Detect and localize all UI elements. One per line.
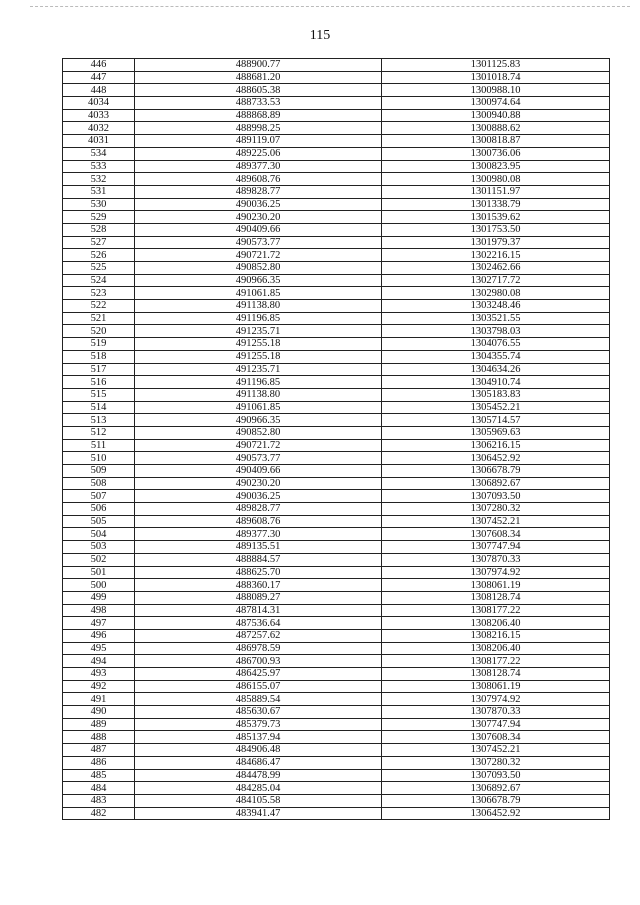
point-number-cell: 501 (63, 566, 135, 579)
x-coordinate-cell: 486155.07 (135, 680, 382, 693)
point-number-cell: 505 (63, 515, 135, 528)
point-number-cell: 517 (63, 363, 135, 376)
point-number-cell: 491 (63, 693, 135, 706)
point-number-cell: 499 (63, 591, 135, 604)
table-row (63, 566, 610, 579)
point-number-cell: 492 (63, 680, 135, 693)
x-coordinate-cell: 484686.47 (135, 756, 382, 769)
point-number-cell: 529 (63, 211, 135, 224)
x-coordinate-cell: 490573.77 (135, 236, 382, 249)
table-row (63, 465, 610, 478)
y-coordinate-cell: 1308206.40 (382, 617, 610, 630)
y-coordinate-cell: 1307093.50 (382, 769, 610, 782)
x-coordinate-cell: 490966.35 (135, 274, 382, 287)
table-row (63, 84, 610, 97)
point-number-cell: 516 (63, 376, 135, 389)
y-coordinate-cell: 1301338.79 (382, 198, 610, 211)
y-coordinate-cell: 1306678.79 (382, 794, 610, 807)
table-row (63, 401, 610, 414)
y-coordinate-cell: 1300736.06 (382, 147, 610, 160)
y-coordinate-cell: 1303521.55 (382, 312, 610, 325)
point-number-cell: 514 (63, 401, 135, 414)
point-number-cell: 482 (63, 807, 135, 820)
table-row (63, 160, 610, 173)
y-coordinate-cell: 1308177.22 (382, 604, 610, 617)
y-coordinate-cell: 1307093.50 (382, 490, 610, 503)
point-number-cell: 510 (63, 452, 135, 465)
y-coordinate-cell: 1300988.10 (382, 84, 610, 97)
coordinates-table-body (63, 59, 610, 820)
y-coordinate-cell: 1304076.55 (382, 338, 610, 351)
table-row (63, 426, 610, 439)
x-coordinate-cell: 491138.80 (135, 388, 382, 401)
x-coordinate-cell: 486700.93 (135, 655, 382, 668)
point-number-cell: 531 (63, 185, 135, 198)
point-number-cell: 497 (63, 617, 135, 630)
x-coordinate-cell: 490966.35 (135, 414, 382, 427)
y-coordinate-cell: 1307870.33 (382, 706, 610, 719)
table-row (63, 363, 610, 376)
point-number-cell: 522 (63, 300, 135, 313)
point-number-cell: 493 (63, 668, 135, 681)
y-coordinate-cell: 1306892.67 (382, 782, 610, 795)
table-row (63, 528, 610, 541)
table-row (63, 794, 610, 807)
point-number-cell: 483 (63, 794, 135, 807)
point-number-cell: 518 (63, 350, 135, 363)
y-coordinate-cell: 1300940.88 (382, 109, 610, 122)
y-coordinate-cell: 1307974.92 (382, 693, 610, 706)
point-number-cell: 519 (63, 338, 135, 351)
point-number-cell: 511 (63, 439, 135, 452)
table-row (63, 414, 610, 427)
coordinates-table (62, 58, 610, 820)
y-coordinate-cell: 1308177.22 (382, 655, 610, 668)
point-number-cell: 528 (63, 223, 135, 236)
y-coordinate-cell: 1308128.74 (382, 668, 610, 681)
y-coordinate-cell: 1302980.08 (382, 287, 610, 300)
point-number-cell: 498 (63, 604, 135, 617)
point-number-cell: 502 (63, 553, 135, 566)
y-coordinate-cell: 1307608.34 (382, 528, 610, 541)
table-row (63, 147, 610, 160)
y-coordinate-cell: 1301018.74 (382, 71, 610, 84)
y-coordinate-cell: 1307280.32 (382, 503, 610, 516)
y-coordinate-cell: 1307608.34 (382, 731, 610, 744)
x-coordinate-cell: 489828.77 (135, 503, 382, 516)
table-row (63, 287, 610, 300)
point-number-cell: 506 (63, 503, 135, 516)
table-row (63, 185, 610, 198)
point-number-cell: 484 (63, 782, 135, 795)
x-coordinate-cell: 485630.67 (135, 706, 382, 719)
x-coordinate-cell: 489377.30 (135, 160, 382, 173)
point-number-cell: 523 (63, 287, 135, 300)
table-row (63, 807, 610, 820)
y-coordinate-cell: 1301979.37 (382, 236, 610, 249)
point-number-cell: 4033 (63, 109, 135, 122)
point-number-cell: 447 (63, 71, 135, 84)
x-coordinate-cell: 488900.77 (135, 59, 382, 72)
point-number-cell: 486 (63, 756, 135, 769)
x-coordinate-cell: 490036.25 (135, 198, 382, 211)
x-coordinate-cell: 491138.80 (135, 300, 382, 313)
x-coordinate-cell: 490721.72 (135, 439, 382, 452)
table-row (63, 211, 610, 224)
point-number-cell: 495 (63, 642, 135, 655)
y-coordinate-cell: 1304634.26 (382, 363, 610, 376)
x-coordinate-cell: 487814.31 (135, 604, 382, 617)
table-row (63, 655, 610, 668)
x-coordinate-cell: 489608.76 (135, 515, 382, 528)
table-row (63, 274, 610, 287)
y-coordinate-cell: 1301753.50 (382, 223, 610, 236)
table-row (63, 350, 610, 363)
point-number-cell: 487 (63, 744, 135, 757)
y-coordinate-cell: 1305714.57 (382, 414, 610, 427)
y-coordinate-cell: 1304910.74 (382, 376, 610, 389)
y-coordinate-cell: 1308061.19 (382, 579, 610, 592)
point-number-cell: 513 (63, 414, 135, 427)
point-number-cell: 534 (63, 147, 135, 160)
table-row (63, 769, 610, 782)
point-number-cell: 520 (63, 325, 135, 338)
table-row (63, 731, 610, 744)
x-coordinate-cell: 489135.51 (135, 541, 382, 554)
table-row (63, 579, 610, 592)
table-row (63, 109, 610, 122)
table-row (63, 477, 610, 490)
y-coordinate-cell: 1301539.62 (382, 211, 610, 224)
y-coordinate-cell: 1306892.67 (382, 477, 610, 490)
x-coordinate-cell: 490573.77 (135, 452, 382, 465)
y-coordinate-cell: 1301151.97 (382, 185, 610, 198)
point-number-cell: 530 (63, 198, 135, 211)
x-coordinate-cell: 484478.99 (135, 769, 382, 782)
y-coordinate-cell: 1302717.72 (382, 274, 610, 287)
x-coordinate-cell: 487257.62 (135, 629, 382, 642)
point-number-cell: 524 (63, 274, 135, 287)
point-number-cell: 494 (63, 655, 135, 668)
table-row (63, 782, 610, 795)
table-row (63, 553, 610, 566)
y-coordinate-cell: 1305452.21 (382, 401, 610, 414)
point-number-cell: 4032 (63, 122, 135, 135)
x-coordinate-cell: 484906.48 (135, 744, 382, 757)
y-coordinate-cell: 1300888.62 (382, 122, 610, 135)
table-row (63, 668, 610, 681)
table-row (63, 591, 610, 604)
y-coordinate-cell: 1304355.74 (382, 350, 610, 363)
y-coordinate-cell: 1308061.19 (382, 680, 610, 693)
x-coordinate-cell: 488884.57 (135, 553, 382, 566)
y-coordinate-cell: 1300980.08 (382, 173, 610, 186)
table-row (63, 439, 610, 452)
table-row (63, 300, 610, 313)
y-coordinate-cell: 1300974.64 (382, 97, 610, 110)
point-number-cell: 508 (63, 477, 135, 490)
x-coordinate-cell: 488998.25 (135, 122, 382, 135)
x-coordinate-cell: 488625.70 (135, 566, 382, 579)
y-coordinate-cell: 1307280.32 (382, 756, 610, 769)
y-coordinate-cell: 1306216.15 (382, 439, 610, 452)
table-row (63, 312, 610, 325)
x-coordinate-cell: 483941.47 (135, 807, 382, 820)
x-coordinate-cell: 485379.73 (135, 718, 382, 731)
y-coordinate-cell: 1306678.79 (382, 465, 610, 478)
y-coordinate-cell: 1300823.95 (382, 160, 610, 173)
point-number-cell: 504 (63, 528, 135, 541)
y-coordinate-cell: 1307747.94 (382, 718, 610, 731)
y-coordinate-cell: 1300818.87 (382, 135, 610, 148)
table-row (63, 122, 610, 135)
x-coordinate-cell: 489828.77 (135, 185, 382, 198)
x-coordinate-cell: 488360.17 (135, 579, 382, 592)
y-coordinate-cell: 1306452.92 (382, 807, 610, 820)
scan-top-edge (30, 6, 630, 7)
x-coordinate-cell: 484285.04 (135, 782, 382, 795)
table-row (63, 490, 610, 503)
x-coordinate-cell: 491061.85 (135, 287, 382, 300)
table-row (63, 452, 610, 465)
x-coordinate-cell: 490852.80 (135, 426, 382, 439)
x-coordinate-cell: 488605.38 (135, 84, 382, 97)
x-coordinate-cell: 491235.71 (135, 363, 382, 376)
y-coordinate-cell: 1308128.74 (382, 591, 610, 604)
x-coordinate-cell: 489225.06 (135, 147, 382, 160)
point-number-cell: 533 (63, 160, 135, 173)
point-number-cell: 509 (63, 465, 135, 478)
x-coordinate-cell: 490409.66 (135, 223, 382, 236)
table-row (63, 680, 610, 693)
y-coordinate-cell: 1306452.92 (382, 452, 610, 465)
table-row (63, 756, 610, 769)
point-number-cell: 485 (63, 769, 135, 782)
point-number-cell: 490 (63, 706, 135, 719)
x-coordinate-cell: 491196.85 (135, 376, 382, 389)
table-row (63, 236, 610, 249)
x-coordinate-cell: 488868.89 (135, 109, 382, 122)
x-coordinate-cell: 490230.20 (135, 477, 382, 490)
table-row (63, 223, 610, 236)
y-coordinate-cell: 1307452.21 (382, 744, 610, 757)
point-number-cell: 515 (63, 388, 135, 401)
x-coordinate-cell: 489119.07 (135, 135, 382, 148)
point-number-cell: 525 (63, 262, 135, 275)
table-row (63, 541, 610, 554)
x-coordinate-cell: 491235.71 (135, 325, 382, 338)
point-number-cell: 4034 (63, 97, 135, 110)
point-number-cell: 527 (63, 236, 135, 249)
table-row (63, 249, 610, 262)
x-coordinate-cell: 488089.27 (135, 591, 382, 604)
point-number-cell: 496 (63, 629, 135, 642)
table-row (63, 642, 610, 655)
x-coordinate-cell: 488733.53 (135, 97, 382, 110)
y-coordinate-cell: 1307747.94 (382, 541, 610, 554)
point-number-cell: 521 (63, 312, 135, 325)
y-coordinate-cell: 1308206.40 (382, 642, 610, 655)
x-coordinate-cell: 485137.94 (135, 731, 382, 744)
x-coordinate-cell: 487536.64 (135, 617, 382, 630)
x-coordinate-cell: 484105.58 (135, 794, 382, 807)
x-coordinate-cell: 491196.85 (135, 312, 382, 325)
point-number-cell: 446 (63, 59, 135, 72)
table-row (63, 198, 610, 211)
table-row (63, 135, 610, 148)
x-coordinate-cell: 490852.80 (135, 262, 382, 275)
y-coordinate-cell: 1303798.03 (382, 325, 610, 338)
x-coordinate-cell: 488681.20 (135, 71, 382, 84)
point-number-cell: 507 (63, 490, 135, 503)
x-coordinate-cell: 490721.72 (135, 249, 382, 262)
table-row (63, 262, 610, 275)
y-coordinate-cell: 1307974.92 (382, 566, 610, 579)
table-row (63, 59, 610, 72)
y-coordinate-cell: 1301125.83 (382, 59, 610, 72)
table-row (63, 325, 610, 338)
y-coordinate-cell: 1307870.33 (382, 553, 610, 566)
x-coordinate-cell: 491061.85 (135, 401, 382, 414)
x-coordinate-cell: 489608.76 (135, 173, 382, 186)
table-row (63, 617, 610, 630)
point-number-cell: 488 (63, 731, 135, 744)
x-coordinate-cell: 486978.59 (135, 642, 382, 655)
x-coordinate-cell: 490230.20 (135, 211, 382, 224)
x-coordinate-cell: 490409.66 (135, 465, 382, 478)
page-number: 115 (309, 28, 331, 43)
table-row (63, 693, 610, 706)
table-row (63, 376, 610, 389)
y-coordinate-cell: 1305183.83 (382, 388, 610, 401)
table-row (63, 97, 610, 110)
y-coordinate-cell: 1303248.46 (382, 300, 610, 313)
point-number-cell: 489 (63, 718, 135, 731)
y-coordinate-cell: 1305969.63 (382, 426, 610, 439)
y-coordinate-cell: 1302462.66 (382, 262, 610, 275)
x-coordinate-cell: 490036.25 (135, 490, 382, 503)
y-coordinate-cell: 1307452.21 (382, 515, 610, 528)
table-row (63, 744, 610, 757)
table-row (63, 503, 610, 516)
point-number-cell: 503 (63, 541, 135, 554)
table-row (63, 71, 610, 84)
point-number-cell: 532 (63, 173, 135, 186)
x-coordinate-cell: 489377.30 (135, 528, 382, 541)
table-row (63, 515, 610, 528)
table-row (63, 629, 610, 642)
x-coordinate-cell: 485889.54 (135, 693, 382, 706)
table-row (63, 173, 610, 186)
y-coordinate-cell: 1302216.15 (382, 249, 610, 262)
point-number-cell: 512 (63, 426, 135, 439)
table-row (63, 338, 610, 351)
point-number-cell: 448 (63, 84, 135, 97)
point-number-cell: 500 (63, 579, 135, 592)
table-row (63, 388, 610, 401)
table-row (63, 706, 610, 719)
y-coordinate-cell: 1308216.15 (382, 629, 610, 642)
point-number-cell: 4031 (63, 135, 135, 148)
table-row (63, 604, 610, 617)
point-number-cell: 526 (63, 249, 135, 262)
table-row (63, 718, 610, 731)
x-coordinate-cell: 486425.97 (135, 668, 382, 681)
x-coordinate-cell: 491255.18 (135, 350, 382, 363)
x-coordinate-cell: 491255.18 (135, 338, 382, 351)
